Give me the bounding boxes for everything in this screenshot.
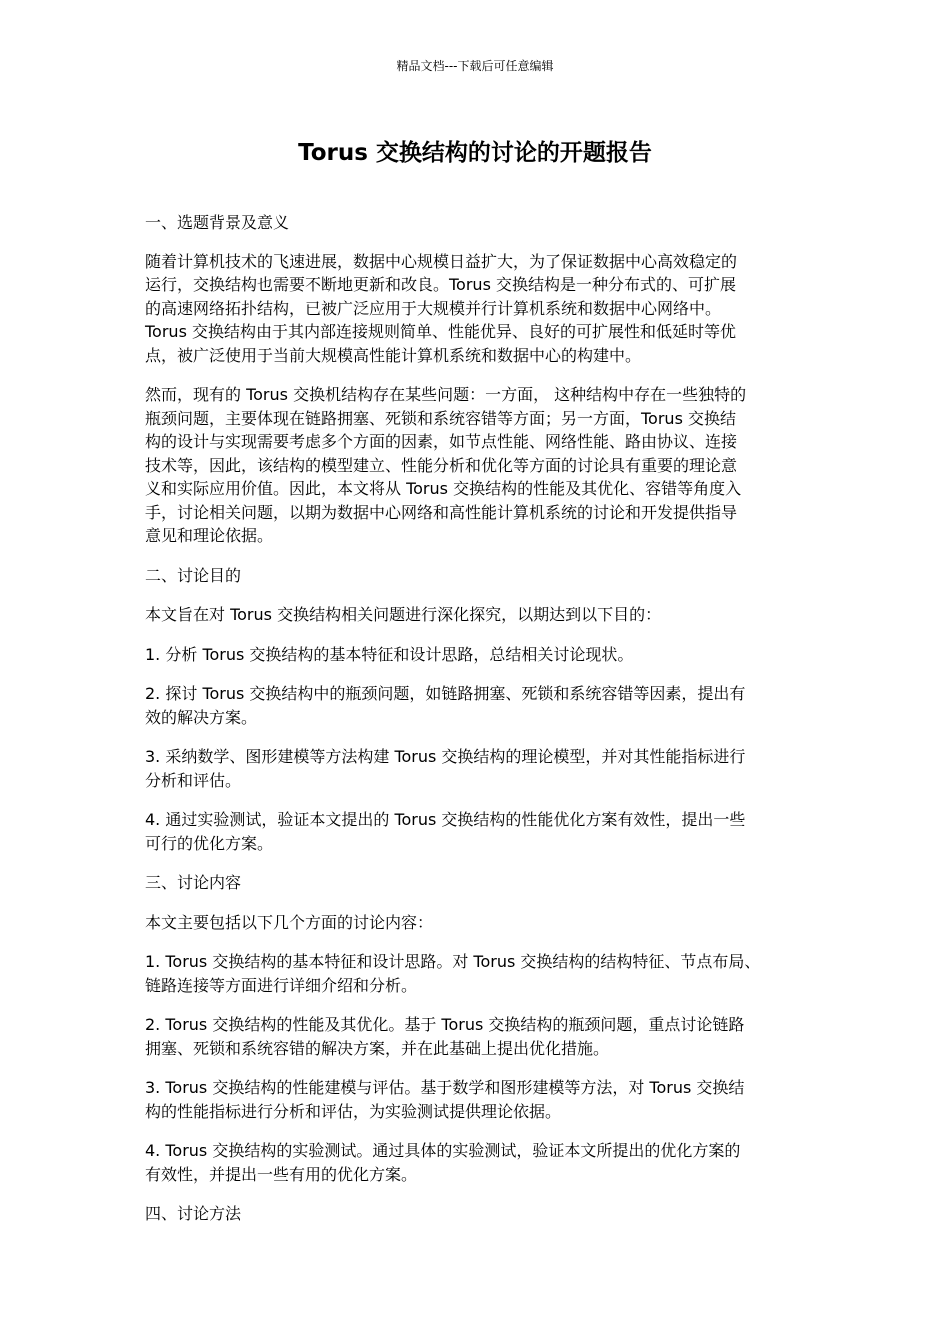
section-heading-purpose: 二、讨论目的 xyxy=(145,565,242,585)
document-title: Torus 交换结构的讨论的开题报告 xyxy=(298,140,652,166)
paragraph-purpose-intro: 本文旨在对 Torus 交换结构相关问题进行深化探究，以期达到以下目的： xyxy=(145,605,662,624)
page-header-watermark: 精品文档---下载后可任意编辑 xyxy=(396,59,554,73)
section-heading-content: 三、讨论内容 xyxy=(145,873,242,892)
list-item-content-2: 2. Torus 交换结构的性能及其优化。基于 Torus 交换结构的瓶颈问题，重点讨论链路 拥塞、死锁和系统容错的解决方案，并在此基础上提出优化措施。 xyxy=(145,1015,745,1058)
paragraph-problems: 然而，现有的 Torus 交换机结构存在某些问题：一方面， 这种结构中存在一些独特的 瓶颈问题，主要体现在链路拥塞、死锁和系统容错等方面；另一方面，Torus 交换结 构的设计与实现需要考虑多个方面的因素，如节点性能、网络性能、路由协议、连接 技术等，因此，该结构的模型建立、性能分析和优化等方面的讨论具有重要的理论意 义和实际应用价值。因此，本文将从 Torus 交换结构的性能及其优化、容错等角度入 手，讨论相关问题，以期为数据中心网络和高性能计算机系统的讨论和开发提供指导 意见和理论依据。 xyxy=(145,385,747,545)
list-item-purpose-1: 1. 分析 Torus 交换结构的基本特征和设计思路，总结相关讨论现状。 xyxy=(145,644,634,664)
document-body xyxy=(145,211,810,1226)
list-item-content-1: 1. Torus 交换结构的基本特征和设计思路。对 Torus 交换结构的结构特征、节点布局、 链路连接等方面进行详细介绍和分析。 xyxy=(145,952,761,995)
paragraph-background: 随着计算机技术的飞速进展，数据中心规模日益扩大，为了保证数据中心高效稳定的 运行，交换结构也需要不断地更新和改良。Torus 交换结构是一种分布式的、可扩展 的高速网络拓扑结构，已被广泛应用于大规模并行计算机系统和数据中心网络中。 Torus 交换结构由于其内部连接规则简单、性能优异、良好的可扩展性和低延时等优 点，被广泛使用于当前大规模高性能计算机系统和数据中心的构建中。 xyxy=(145,251,738,365)
list-item-purpose-2: 2. 探讨 Torus 交换结构中的瓶颈问题，如链路拥塞、死锁和系统容错等因素，提出有 效的解决方案。 xyxy=(145,684,746,727)
list-item-purpose-3: 3. 采纳数学、图形建模等方法构建 Torus 交换结构的理论模型，并对其性能指标进行 分析和评估。 xyxy=(145,747,746,790)
section-heading-method: 四、讨论方法 xyxy=(145,1204,242,1223)
paragraph-content-intro: 本文主要包括以下几个方面的讨论内容： xyxy=(145,912,434,932)
list-item-content-3: 3. Torus 交换结构的性能建模与评估。基于数学和图形建模等方法，对 Torus 交换结 构的性能指标进行分析和评估，为实验测试提供理论依据。 xyxy=(145,1078,745,1121)
list-item-content-4: 4. Torus 交换结构的实验测试。通过具体的实验测试，验证本文所提出的优化方案的 有效性，并提出一些有用的优化方案。 xyxy=(145,1141,741,1184)
section-heading-background: 一、选题背景及意义 xyxy=(145,213,290,232)
list-item-purpose-4: 4. 通过实验测试，验证本文提出的 Torus 交换结构的性能优化方案有效性，提出一些 可行的优化方案。 xyxy=(145,810,746,853)
